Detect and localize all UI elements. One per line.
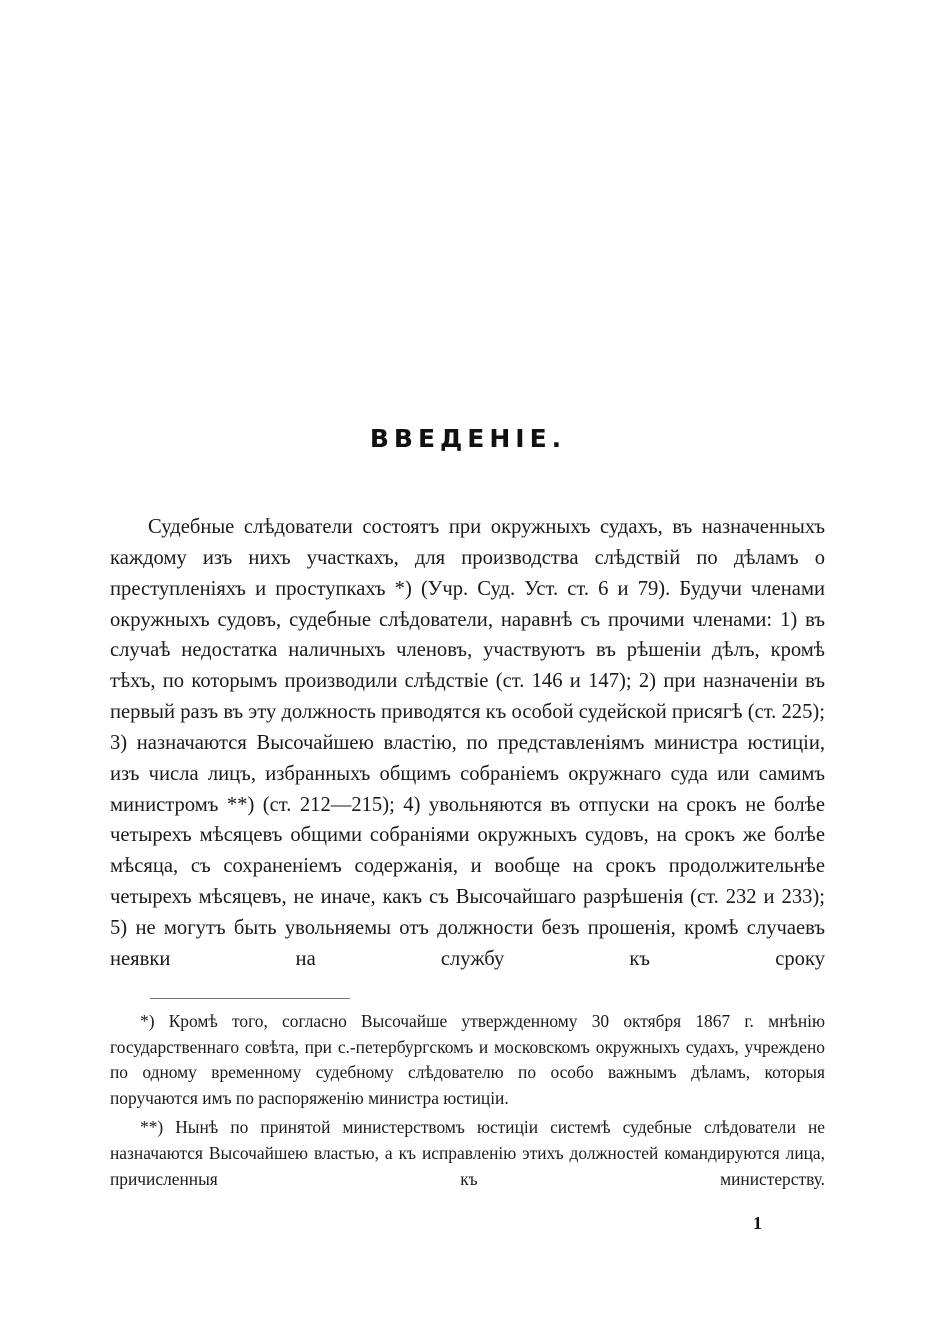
- footnotes-section: [110, 1009, 825, 1196]
- footnote-divider: [150, 998, 350, 999]
- page-number: 1: [753, 1213, 762, 1233]
- footnote-2: **) Нынѣ по принятой министерствомъ юстиціи системѣ судебные слѣдователи не назначаются Высочайшею властью, а къ исправленію этихъ должностей командируются лица, причисленныя къ министерству.: [110, 1117, 825, 1189]
- body-paragraph: Судебные слѣдователи состоятъ при окружныхъ судахъ, въ назначенныхъ каждому изъ нихъ участкахъ, для производства слѣдствій по дѣламъ о преступленіяхъ и проступкахъ *) (Учр. Суд. Уст. ст. 6 и 79). Будучи членами окружныхъ судовъ, судебные слѣдователи, наравнѣ съ прочими членами: 1) въ случаѣ недостатка наличныхъ членовъ, участвуютъ въ рѣшеніи дѣлъ, кромѣ тѣхъ, по которымъ производили слѣдствіе (ст. 146 и 147); 2) при назначеніи въ первый разъ въ эту должность приводятся къ особой судейской присягѣ (ст. 225); 3) назначаются Высочайшею властію, по представленіямъ министра юстиціи, изъ числа лицъ, избранныхъ общимъ собраніемъ окружнаго суда или самимъ министромъ **) (ст. 212—215); 4) увольняются въ отпуски на срокъ не болѣе четырехъ мѣсяцевъ общими собраніями окружныхъ судовъ, на срокъ же болѣе мѣсяца, съ сохраненіемъ содержанія, и вообще на срокъ продолжительнѣе четырехъ мѣсяцевъ, не иначе, какъ съ Высочайшаго разрѣшенія (ст. 232 и 233); 5) не могутъ быть увольняемы отъ должности безъ прошенія, кромѣ случаевъ неявки на службу къ сроку: [110, 516, 825, 970]
- page-title: ВВЕДЕНІЕ.: [369, 424, 567, 453]
- footnote-1: *) Кромѣ того, согласно Высочайше утвержденному 30 октября 1867 г. мнѣнію государственнаго совѣта, при с.-петербургскомъ и московскомъ окружныхъ судахъ, учреждено по одному временному судебному слѣдователю по особо важнымъ дѣламъ, которыя поручаются имъ по распоряженію министра юстиціи.: [110, 1011, 825, 1108]
